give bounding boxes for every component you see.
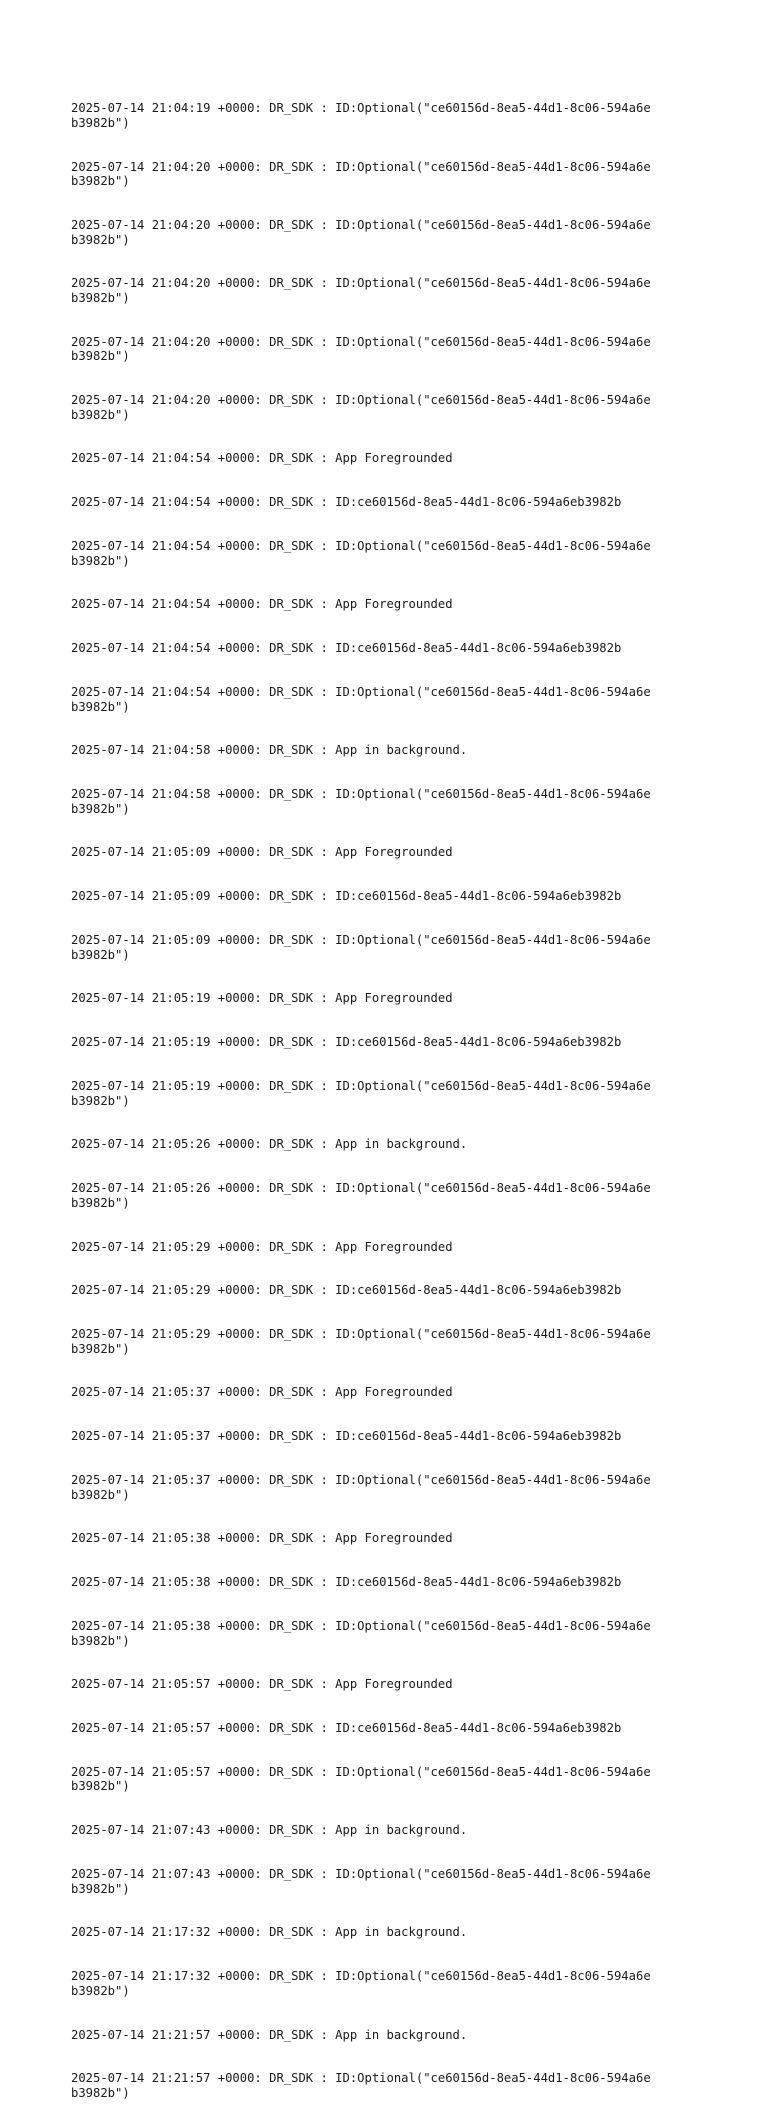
log-line: 2025-07-14 21:05:38 +0000: DR_SDK : App Foregrounded [71,1531,453,1546]
log-line: 2025-07-14 21:04:54 +0000: DR_SDK : ID:ce60156d-8ea5-44d1-8c06-594a6eb3982b [71,495,622,510]
log-line: 2025-07-14 21:04:54 +0000: DR_SDK : ID:Optional("ce60156d-8ea5-44d1-8c06-594a6eb3982b") [71,539,651,568]
log-line: 2025-07-14 21:04:58 +0000: DR_SDK : ID:Optional("ce60156d-8ea5-44d1-8c06-594a6eb3982b") [71,787,651,816]
log-line: 2025-07-14 21:05:29 +0000: DR_SDK : ID:Optional("ce60156d-8ea5-44d1-8c06-594a6eb3982b") [71,1327,651,1356]
log-line: 2025-07-14 21:05:19 +0000: DR_SDK : ID:ce60156d-8ea5-44d1-8c06-594a6eb3982b [71,1035,622,1050]
log-line: 2025-07-14 21:21:57 +0000: DR_SDK : ID:Optional("ce60156d-8ea5-44d1-8c06-594a6eb3982b") [71,2071,651,2100]
log-line: 2025-07-14 21:05:26 +0000: DR_SDK : ID:Optional("ce60156d-8ea5-44d1-8c06-594a6eb3982b") [71,1181,651,1210]
log-line: 2025-07-14 21:04:58 +0000: DR_SDK : App in background. [71,743,468,758]
log-line: 2025-07-14 21:07:43 +0000: DR_SDK : ID:Optional("ce60156d-8ea5-44d1-8c06-594a6eb3982b") [71,1867,651,1896]
log-line: 2025-07-14 21:05:38 +0000: DR_SDK : ID:Optional("ce60156d-8ea5-44d1-8c06-594a6eb3982b") [71,1618,651,1648]
log-line: 2025-07-14 21:05:37 +0000: DR_SDK : App Foregrounded [71,1385,453,1400]
log-line: 2025-07-14 21:05:26 +0000: DR_SDK : App in background. [71,1137,468,1152]
log-line: 2025-07-14 21:05:29 +0000: DR_SDK : ID:ce60156d-8ea5-44d1-8c06-594a6eb3982b [71,1283,622,1298]
log-line: 2025-07-14 21:05:38 +0000: DR_SDK : ID:ce60156d-8ea5-44d1-8c06-594a6eb3982b [71,1575,622,1590]
log-output [71,72,651,2115]
log-line: 2025-07-14 21:05:09 +0000: DR_SDK : ID:Optional("ce60156d-8ea5-44d1-8c06-594a6eb3982b") [71,933,651,962]
log-line: 2025-07-14 21:04:54 +0000: DR_SDK : App Foregrounded [71,451,453,466]
log-line: 2025-07-14 21:04:54 +0000: DR_SDK : ID:Optional("ce60156d-8ea5-44d1-8c06-594a6eb3982b") [71,684,651,714]
log-line: 2025-07-14 21:04:20 +0000: DR_SDK : ID:Optional("ce60156d-8ea5-44d1-8c06-594a6eb3982b") [71,217,651,247]
log-line: 2025-07-14 21:17:32 +0000: DR_SDK : App in background. [71,1925,468,1940]
log-line: 2025-07-14 21:05:57 +0000: DR_SDK : ID:ce60156d-8ea5-44d1-8c06-594a6eb3982b [71,1721,622,1736]
log-line: 2025-07-14 21:05:09 +0000: DR_SDK : App Foregrounded [71,845,453,860]
log-line: 2025-07-14 21:07:43 +0000: DR_SDK : App in background. [71,1823,468,1838]
log-line: 2025-07-14 21:04:20 +0000: DR_SDK : ID:Optional("ce60156d-8ea5-44d1-8c06-594a6eb3982b") [71,159,651,189]
log-line: 2025-07-14 21:05:19 +0000: DR_SDK : ID:Optional("ce60156d-8ea5-44d1-8c06-594a6eb3982b") [71,1078,651,1108]
log-line: 2025-07-14 21:04:20 +0000: DR_SDK : ID:Optional("ce60156d-8ea5-44d1-8c06-594a6eb3982b") [71,276,651,305]
log-line: 2025-07-14 21:04:19 +0000: DR_SDK : ID:Optional("ce60156d-8ea5-44d1-8c06-594a6eb3982b") [71,101,651,130]
log-line: 2025-07-14 21:21:57 +0000: DR_SDK : App in background. [71,2027,468,2042]
log-line: 2025-07-14 21:05:19 +0000: DR_SDK : App Foregrounded [71,991,453,1006]
log-line: 2025-07-14 21:05:09 +0000: DR_SDK : ID:ce60156d-8ea5-44d1-8c06-594a6eb3982b [71,889,622,904]
log-line: 2025-07-14 21:05:37 +0000: DR_SDK : ID:ce60156d-8ea5-44d1-8c06-594a6eb3982b [71,1429,622,1444]
log-line: 2025-07-14 21:05:57 +0000: DR_SDK : ID:Optional("ce60156d-8ea5-44d1-8c06-594a6eb3982b") [71,1764,651,1794]
log-line: 2025-07-14 21:05:37 +0000: DR_SDK : ID:Optional("ce60156d-8ea5-44d1-8c06-594a6eb3982b") [71,1473,651,1502]
log-line: 2025-07-14 21:04:54 +0000: DR_SDK : ID:ce60156d-8ea5-44d1-8c06-594a6eb3982b [71,641,622,656]
log-line: 2025-07-14 21:04:20 +0000: DR_SDK : ID:Optional("ce60156d-8ea5-44d1-8c06-594a6eb3982b") [71,334,651,364]
log-line: 2025-07-14 21:05:29 +0000: DR_SDK : App Foregrounded [71,1239,453,1254]
log-line: 2025-07-14 21:17:32 +0000: DR_SDK : ID:Optional("ce60156d-8ea5-44d1-8c06-594a6eb3982b") [71,1969,651,1998]
log-line: 2025-07-14 21:04:54 +0000: DR_SDK : App Foregrounded [71,597,453,612]
log-line: 2025-07-14 21:05:57 +0000: DR_SDK : App Foregrounded [71,1677,453,1692]
log-line: 2025-07-14 21:04:20 +0000: DR_SDK : ID:Optional("ce60156d-8ea5-44d1-8c06-594a6eb3982b") [71,393,651,422]
